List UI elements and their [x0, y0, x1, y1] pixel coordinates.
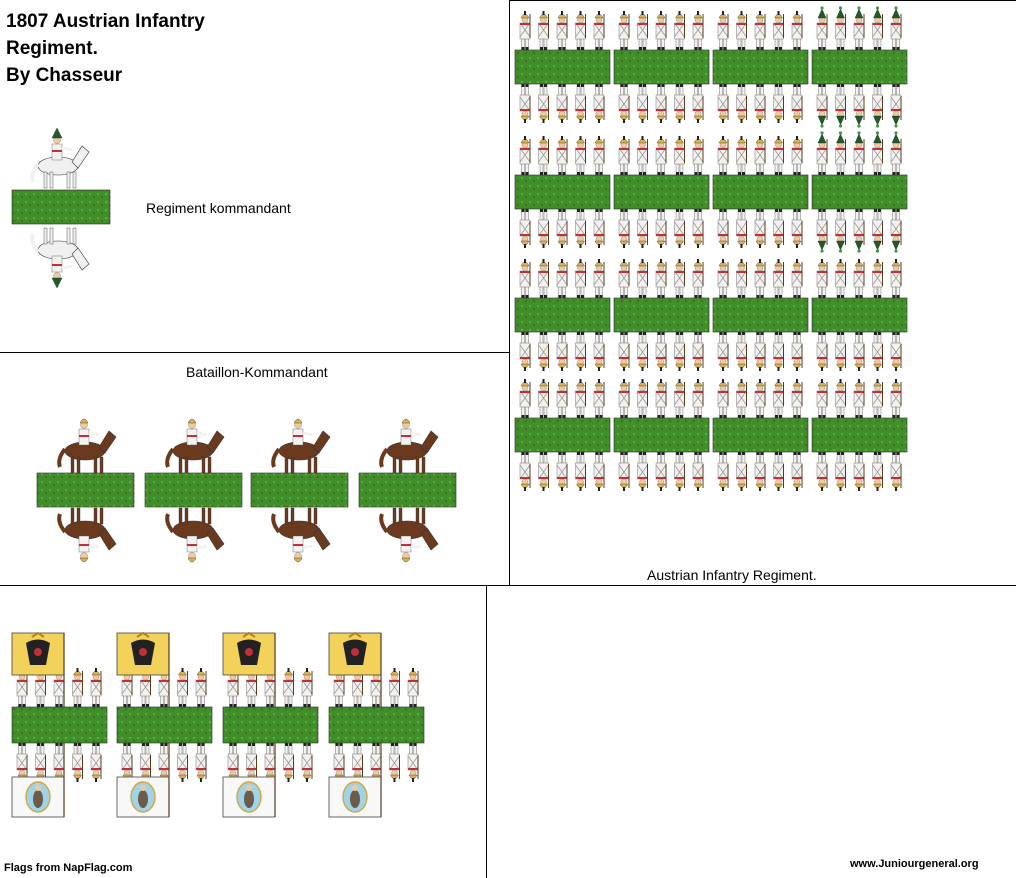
infantry-figure	[557, 84, 567, 123]
colour-party-base	[329, 707, 424, 743]
infantry-figure	[873, 452, 883, 491]
mounted-officer-figure	[381, 508, 438, 562]
infantry-figure	[17, 743, 27, 782]
infantry-figure	[693, 11, 703, 50]
infantry-figure	[891, 259, 901, 298]
infantry-figure	[520, 452, 530, 491]
infantry-figure	[737, 136, 747, 175]
infantry-figure	[817, 6, 827, 50]
infantry-figure	[196, 743, 206, 782]
infantry-figure	[656, 332, 666, 371]
infantry-figure	[73, 668, 83, 707]
infantry-figure	[854, 131, 864, 175]
infantry-figure	[122, 743, 132, 782]
infantry-figure	[737, 84, 747, 123]
infantry-figure	[836, 379, 846, 418]
colour-party-base	[117, 707, 212, 743]
infantry-figure	[638, 259, 648, 298]
infantry-figure	[576, 259, 586, 298]
infantry-figure	[178, 743, 188, 782]
infantry-figure	[159, 743, 169, 782]
infantry-figure	[228, 743, 238, 782]
company-base	[812, 50, 907, 84]
company-base	[713, 175, 808, 209]
infantry-figure	[774, 452, 784, 491]
infantry-figure	[755, 11, 765, 50]
infantry-figure	[737, 259, 747, 298]
infantry-figure	[619, 259, 629, 298]
company-base	[614, 175, 709, 209]
infantry-figure	[390, 743, 400, 782]
infantry-figure	[792, 84, 802, 123]
title-line-1: 1807 Austrian Infantry	[6, 11, 205, 32]
infantry-figure	[539, 452, 549, 491]
infantry-figure	[817, 332, 827, 371]
infantry-figure	[792, 11, 802, 50]
infantry-figure	[891, 332, 901, 371]
infantry-figure	[675, 379, 685, 418]
infantry-figure	[817, 209, 827, 253]
infantry-figure	[836, 84, 846, 128]
infantry-figure	[539, 259, 549, 298]
infantry-figure	[774, 136, 784, 175]
infantry-figure	[774, 84, 784, 123]
infantry-figure	[656, 136, 666, 175]
infantry-figure	[854, 84, 864, 128]
infantry-figure	[817, 452, 827, 491]
colour-party-base	[223, 707, 318, 743]
infantry-figure	[854, 259, 864, 298]
infantry-figure	[656, 259, 666, 298]
infantry-figure	[675, 11, 685, 50]
infantry-figure	[854, 209, 864, 253]
infantry-figure	[557, 379, 567, 418]
infantry-figure	[302, 743, 312, 782]
infantry-figure	[836, 209, 846, 253]
title-line-2: Regiment.	[6, 38, 98, 59]
infantry-figure	[302, 668, 312, 707]
infantry-figure	[557, 136, 567, 175]
company-base	[614, 298, 709, 332]
infantry-figure	[284, 743, 294, 782]
infantry-figure	[854, 6, 864, 50]
infantry-figure	[638, 332, 648, 371]
infantry-figure	[594, 332, 604, 371]
infantry-figure	[755, 379, 765, 418]
battalion-commander-base	[359, 473, 456, 507]
infantry-figure	[817, 131, 827, 175]
infantry-figure	[873, 379, 883, 418]
infantry-figure	[520, 209, 530, 248]
infantry-figure	[539, 332, 549, 371]
infantry-figure	[693, 452, 703, 491]
infantry-figure	[737, 209, 747, 248]
infantry-figure	[774, 259, 784, 298]
infantry-figure	[873, 332, 883, 371]
infantry-figure	[594, 452, 604, 491]
infantry-figure	[693, 84, 703, 123]
title-line-3: By Chasseur	[6, 65, 123, 86]
infantry-figure	[594, 259, 604, 298]
infantry-figure	[675, 209, 685, 248]
infantry-figure	[873, 259, 883, 298]
infantry-figure	[54, 743, 64, 782]
infantry-figure	[693, 332, 703, 371]
infantry-figure	[353, 743, 363, 782]
mounted-officer-figure	[167, 508, 224, 562]
battalion-commander-base	[145, 473, 242, 507]
infantry-figure	[638, 209, 648, 248]
infantry-figure	[408, 668, 418, 707]
infantry-figure	[520, 379, 530, 418]
company-base	[812, 418, 907, 452]
mounted-officer-figure	[59, 508, 116, 562]
infantry-figure	[656, 11, 666, 50]
infantry-figure	[576, 379, 586, 418]
infantry-figure	[693, 136, 703, 175]
infantry-figure	[371, 743, 381, 782]
infantry-figure	[638, 84, 648, 123]
infantry-figure	[91, 743, 101, 782]
infantry-figure	[539, 11, 549, 50]
infantry-figure	[638, 136, 648, 175]
infantry-figure	[792, 209, 802, 248]
battalion-commander-base	[37, 473, 134, 507]
infantry-figure	[656, 84, 666, 123]
madonna-icon	[237, 782, 261, 812]
infantry-figure	[675, 136, 685, 175]
infantry-figure	[247, 743, 257, 782]
infantry-figure	[755, 84, 765, 123]
infantry-figure	[774, 209, 784, 248]
infantry-figure	[520, 11, 530, 50]
infantry-figure	[265, 743, 275, 782]
infantry-figure	[619, 332, 629, 371]
infantry-figure	[36, 743, 46, 782]
infantry-figure	[891, 209, 901, 253]
infantry-figure	[520, 136, 530, 175]
infantry-figure	[539, 136, 549, 175]
infantry-figure	[178, 668, 188, 707]
infantry-figure	[854, 379, 864, 418]
company-base	[812, 298, 907, 332]
infantry-figure	[557, 452, 567, 491]
flags-credit: Flags from NapFlag.com	[4, 862, 133, 874]
company-base	[713, 50, 808, 84]
infantry-figure	[73, 743, 83, 782]
infantry-figure	[594, 379, 604, 418]
infantry-figure	[619, 209, 629, 248]
battalion-commander-base	[251, 473, 348, 507]
company-base	[614, 418, 709, 452]
infantry-figure	[656, 452, 666, 491]
infantry-figure	[656, 209, 666, 248]
infantry-figure	[576, 452, 586, 491]
infantry-figure	[693, 259, 703, 298]
infantry-figure	[284, 668, 294, 707]
infantry-figure	[737, 379, 747, 418]
infantry-figure	[792, 452, 802, 491]
infantry-figure	[854, 452, 864, 491]
infantry-figure	[675, 452, 685, 491]
infantry-figure	[718, 379, 728, 418]
infantry-figure	[891, 131, 901, 175]
mounted-officer-figure	[273, 419, 330, 473]
mounted-officer-figure	[381, 419, 438, 473]
infantry-figure	[408, 743, 418, 782]
infantry-figure	[619, 11, 629, 50]
infantry-figure	[576, 209, 586, 248]
infantry-figure	[792, 136, 802, 175]
infantry-figure	[520, 259, 530, 298]
infantry-figure	[817, 84, 827, 128]
infantry-figure	[854, 332, 864, 371]
infantry-figure	[873, 209, 883, 253]
infantry-figure	[836, 131, 846, 175]
infantry-figure	[718, 11, 728, 50]
mounted-officer-figure	[167, 419, 224, 473]
infantry-figure	[836, 259, 846, 298]
company-base	[713, 298, 808, 332]
mounted-officer-figure	[59, 419, 116, 473]
infantry-figure	[755, 452, 765, 491]
infantry-figure	[557, 259, 567, 298]
infantry-figure	[539, 379, 549, 418]
infantry-figure	[755, 136, 765, 175]
mounted-officer-figure	[32, 128, 89, 188]
infantry-figure	[619, 452, 629, 491]
infantry-figure	[873, 6, 883, 50]
infantry-figure	[576, 136, 586, 175]
infantry-figure	[619, 136, 629, 175]
infantry-figure	[718, 332, 728, 371]
infantry-figure	[891, 379, 901, 418]
madonna-icon	[343, 782, 367, 812]
infantry-figure	[557, 332, 567, 371]
infantry-figure	[576, 332, 586, 371]
infantry-figure	[836, 6, 846, 50]
infantry-figure	[718, 209, 728, 248]
infantry-figure	[891, 84, 901, 128]
infantry-figure	[619, 84, 629, 123]
infantry-figure	[792, 259, 802, 298]
infantry-figure	[520, 84, 530, 123]
infantry-figure	[755, 209, 765, 248]
infantry-figure	[718, 452, 728, 491]
regiment-commander-base	[12, 190, 110, 224]
infantry-figure	[390, 668, 400, 707]
infantry-figure	[594, 84, 604, 123]
infantry-figure	[539, 209, 549, 248]
company-base	[812, 175, 907, 209]
infantry-figure	[520, 332, 530, 371]
infantry-figure	[737, 11, 747, 50]
mounted-officer-figure	[32, 228, 89, 288]
infantry-figure	[836, 332, 846, 371]
infantry-figure	[817, 379, 827, 418]
infantry-figure	[539, 84, 549, 123]
infantry-figure	[675, 332, 685, 371]
infantry-figure	[91, 668, 101, 707]
infantry-figure	[737, 332, 747, 371]
company-base	[515, 50, 610, 84]
infantry-figure	[718, 84, 728, 123]
infantry-regiment-label: Austrian Infantry Regiment.	[647, 567, 817, 583]
infantry-figure	[774, 379, 784, 418]
infantry-figure	[196, 668, 206, 707]
infantry-figure	[836, 452, 846, 491]
colour-party-base	[12, 707, 107, 743]
infantry-figure	[792, 332, 802, 371]
mounted-officer-figure	[273, 508, 330, 562]
infantry-figure	[774, 332, 784, 371]
infantry-figure	[755, 332, 765, 371]
company-base	[614, 50, 709, 84]
madonna-icon	[131, 782, 155, 812]
company-base	[515, 175, 610, 209]
infantry-figure	[718, 136, 728, 175]
infantry-figure	[557, 11, 567, 50]
company-base	[515, 298, 610, 332]
infantry-figure	[656, 379, 666, 418]
infantry-figure	[693, 379, 703, 418]
infantry-figure	[594, 209, 604, 248]
infantry-figure	[873, 84, 883, 128]
infantry-figure	[755, 259, 765, 298]
infantry-figure	[891, 6, 901, 50]
infantry-figure	[737, 452, 747, 491]
infantry-figure	[817, 259, 827, 298]
infantry-figure	[675, 259, 685, 298]
infantry-figure	[576, 84, 586, 123]
infantry-figure	[619, 379, 629, 418]
infantry-figure	[594, 136, 604, 175]
infantry-figure	[638, 452, 648, 491]
company-base	[515, 418, 610, 452]
infantry-figure	[594, 11, 604, 50]
infantry-figure	[774, 11, 784, 50]
company-base	[713, 418, 808, 452]
infantry-figure	[576, 11, 586, 50]
infantry-figure	[334, 743, 344, 782]
infantry-figure	[891, 452, 901, 491]
infantry-figure	[557, 209, 567, 248]
infantry-figure	[638, 379, 648, 418]
infantry-figure	[873, 131, 883, 175]
battalion-commander-label: Bataillon-Kommandant	[186, 364, 328, 380]
infantry-figure	[141, 743, 151, 782]
infantry-figure	[792, 379, 802, 418]
madonna-icon	[26, 782, 50, 812]
site-credit: www.Juniourgeneral.org	[850, 858, 979, 870]
infantry-figure	[638, 11, 648, 50]
infantry-figure	[718, 259, 728, 298]
infantry-figure	[675, 84, 685, 123]
regiment-commander-label: Regiment kommandant	[146, 200, 291, 216]
infantry-figure	[693, 209, 703, 248]
